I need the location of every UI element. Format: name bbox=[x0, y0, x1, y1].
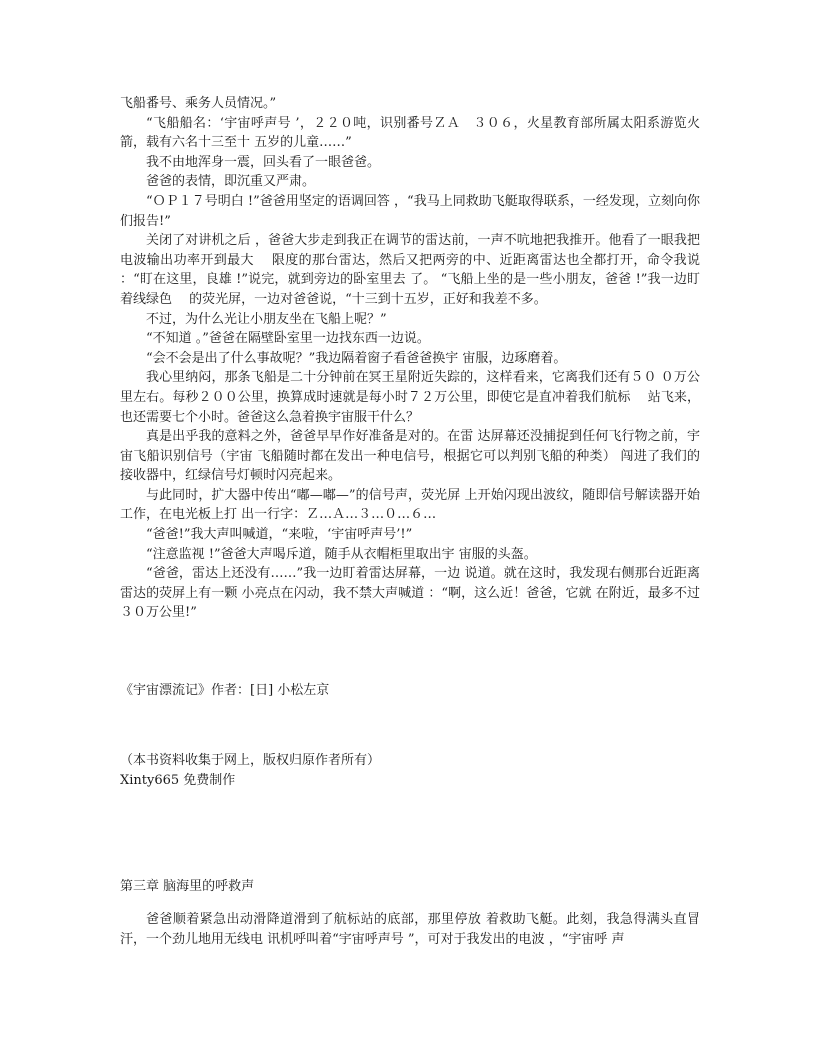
paragraph: “ＯＰ１７号明白 !”爸爸用坚定的语调回答 ，“我马上同救助飞艇取得联系，一经发现，立刻向你们报告!” bbox=[120, 193, 700, 229]
paragraph: 爸爸顺着紧急出动滑降道滑到了航标站的底部，那里停放 着救助飞艇。此刻，我急得满头直冒汗，一个劲儿地用无线电 讯机呼叫着“宇宙呼声号 ”，可对于我发出的电波 ，“宇宙呼 声 bbox=[120, 912, 700, 947]
copyright-notice bbox=[120, 751, 700, 791]
book-credit: 《宇宙漂流记》作者：[日] 小松左京 bbox=[120, 683, 330, 698]
paragraph: 真是出乎我的意料之外，爸爸早早作好准备是对的。在雷 达屏幕还没捕捉到任何飞行物之前，宇宙飞船识别信号（宇宙 飞船随时都在发出一种电信号，根据它可以判别飞船的种类） 闯进了我们的接收器中，红绿信号灯顿时闪亮起来。 bbox=[120, 429, 700, 484]
chapter-body bbox=[120, 910, 700, 949]
paragraph: “不知道 。”爸爸在隔壁卧室里一边找东西一边说。 bbox=[146, 331, 430, 347]
notice-line: （本书资料收集于网上，版权归原作者所有） bbox=[120, 753, 381, 768]
paragraph: 我心里纳闷，那条飞船是二十分钟前在冥王星附近失踪的，这样看来，它离我们还有５０ ０万公里左右。每秒２００公里，换算成时速就是每小时７２万公里，即使它是直冲着我们航标 站飞来，也还需要七个小时。爸爸这么急着换宇宙服干什么？ bbox=[120, 370, 700, 425]
paragraph: 关闭了对讲机之后 ，爸爸大步走到我正在调节的雷达前，一声不吭地把我推开。他看了一眼我把电波输出功率开到最大 限度的那台雷达，然后又把两旁的中、近距离雷达也全都打开，命令我说 ：“盯在这里，良雄 !”说完，就到旁边的卧室里去 了。 “飞船上坐的是一些小朋友，爸爸 !”我一边盯着线绿色 的荧光屏，一边对爸爸说，“十三到十五岁，正好和我差不多。 bbox=[120, 233, 700, 307]
paragraph: 不过，为什么光让小朋友坐在飞船上呢？” bbox=[146, 311, 387, 327]
paragraph: “注意监视 !”爸爸大声喝斥道，随手从衣帽柜里取出宇 宙服的头盔。 bbox=[146, 546, 537, 562]
notice-line: Xinty665 免费制作 bbox=[120, 773, 236, 788]
paragraph: “飞船船名：‘宇宙呼声号 ’，２２０吨，识别番号ＺＡ ３０６，火星教育部所属太阳系游览火箭，载有六名十三至十 五岁的儿童……” bbox=[120, 115, 700, 151]
paragraph: 我不由地浑身一震，回头看了一眼爸爸。 bbox=[146, 154, 381, 170]
paragraph: “会不会是出了什么事故呢？”我边隔着窗子看爸爸换宇 宙服，边琢磨着。 bbox=[146, 350, 567, 366]
paragraph: “爸爸!”我大声叫喊道，“来啦，‘宇宙呼声号’!” bbox=[146, 527, 413, 543]
chapter-title: 第三章 脑海里的呼救声 bbox=[120, 879, 255, 894]
paragraph: 与此同时，扩大器中传出“嘟—嘟—”的信号声，荧光屏 上开始闪现出波纹，随即信号解读器开始工作，在电光板上打 出一行字：Ｚ…Ａ…３…０…６… bbox=[120, 487, 700, 523]
paragraph: 爸爸的表情，即沉重又严肃。 bbox=[146, 174, 316, 190]
paragraph: 飞船番号、乘务人员情况。” bbox=[120, 96, 277, 111]
story-body bbox=[120, 94, 700, 623]
paragraph: “爸爸，雷达上还没有……”我一边盯着雷达屏幕，一边 说道。就在这时，我发现右侧那台近距离雷达的荧屏上有一颗 小亮点在闪动，我不禁大声喊道 ：“啊，这么近！爸爸，它就 在附近，最多不过３０万公里!” bbox=[120, 566, 700, 621]
